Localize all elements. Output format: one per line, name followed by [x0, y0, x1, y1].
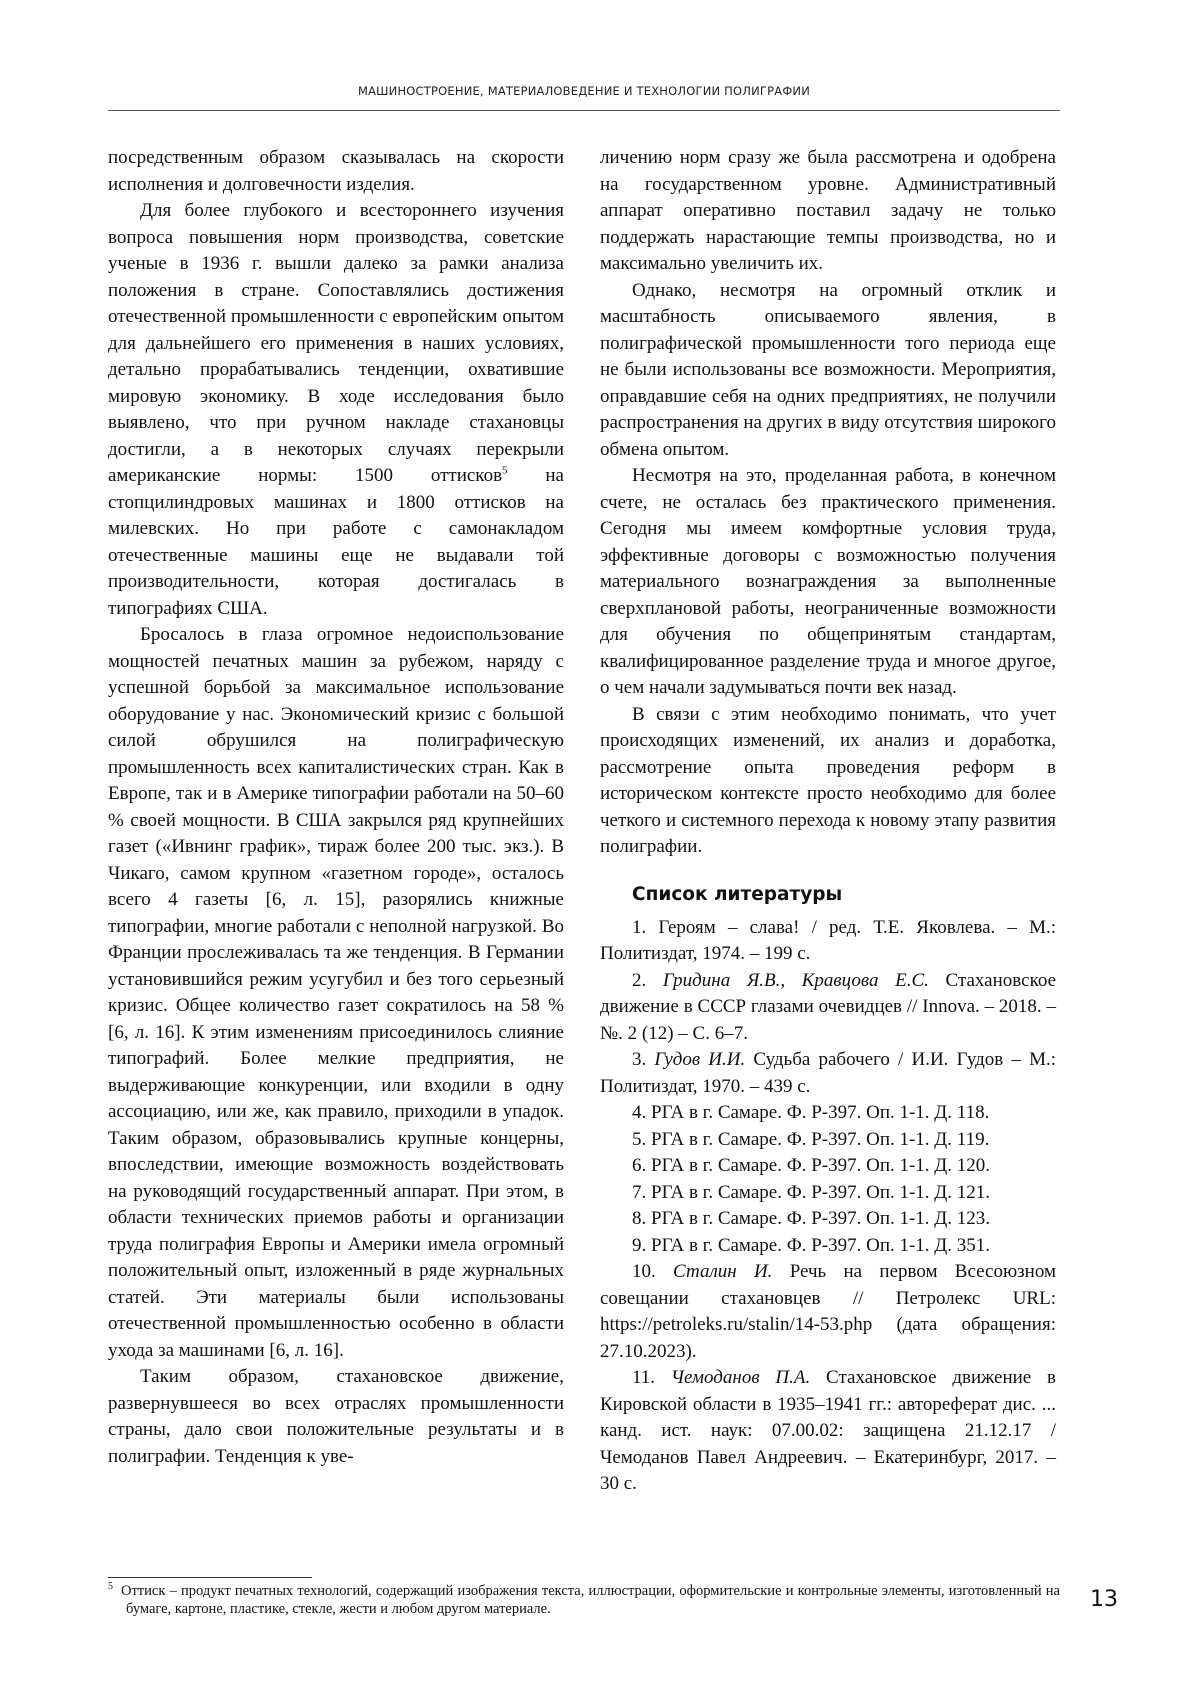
- reference-item: [600, 1259, 1056, 1365]
- footnote: [108, 1582, 1060, 1618]
- reference-number: 5.: [632, 1128, 647, 1150]
- header-divider: [108, 110, 1060, 111]
- reference-author: Чемоданов П.А.: [670, 1367, 811, 1388]
- paragraph: Несмотря на это, проделанная работа, в конечном счете, не осталась без практического применения. Сегодня мы имеем комфортные условия труда, эффективные договоры с возможностью получения материального вознаграждения за выполненные сверхплановой работы, неограниченные возможности для обучения по общепринятым стандартам, квалифицированное разделение труда и многое другое, о чем начали задумываться почти век назад.: [600, 465, 1056, 698]
- reference-item: [600, 1153, 1056, 1180]
- reference-text: Стахановское движение в Кировской области в 1935–1941 гг.: автореферат дис. ... канд. ист. наук: 07.00.02: защищена 21.12.17 / Чемоданов Павел Андреевич. – Екатеринбург, 2017. – 30 с.: [600, 1367, 1057, 1494]
- footnote-text: Оттиск – продукт печатных технологий, содержащий изображения текста, иллюстрации, оформительские и контрольные элементы, изготовленный на бумаге, картоне, пластике, стекле, жести и любом другом материале.: [121, 1583, 1060, 1617]
- reference-author: Сталин И.: [673, 1261, 773, 1282]
- reference-number: 8.: [632, 1208, 647, 1229]
- reference-item: [600, 1047, 1056, 1100]
- references-title: Список литературы: [632, 883, 843, 905]
- left-column: [108, 145, 564, 1470]
- reference-text: Героям – слава! / ред. Т.Е. Яковлева. – М.: Политиздат, 1974. – 199 с.: [600, 916, 1057, 964]
- reference-item: [600, 1100, 1056, 1127]
- reference-text: РГА в г. Самаре. Ф. Р-397. Оп. 1-1. Д. 119.: [651, 1128, 990, 1150]
- reference-item: [600, 915, 1056, 968]
- paragraph: Таким образом, стахановское движение, развернувшееся во всех отраслях промышленности страны, дало свои положительные результаты и в полиграфии. Тенденция к уве-: [108, 1366, 564, 1467]
- reference-item: [600, 1127, 1056, 1154]
- reference-text: Судьба рабочего / И.И. Гудов – М.: Политиздат, 1970. – 439 с.: [600, 1049, 1057, 1097]
- page-number: 13: [1090, 1587, 1118, 1612]
- right-column: [600, 145, 1056, 1498]
- paragraph: посредственным образом сказывалась на скорости исполнения и долговечности изделия.: [108, 147, 564, 195]
- footnote-mark: 5: [108, 1581, 113, 1593]
- reference-text: РГА в г. Самаре. Ф. Р-397. Оп. 1-1. Д. 351.: [651, 1234, 991, 1256]
- paragraph: Бросалось в глаза огромное недоиспользование мощностей печатных машин за рубежом, наряду с успешной борьбой за максимальное использование оборудование у нас. Экономический кризис с большой силой обрушился на полиграфическую промышленность всех капиталистических стран. Как в Европе, так и в Америке типографии работали на 50–60 % своей мощности. В США закрылся ряд крупнейших газет («Ивнинг график», тираж более 200 тыс. экз.). В Чикаго, самом крупном «газетном городе», осталось всего 4 газеты [6, л. 15], разорялись книжные типографии, многие работали с неполной нагрузкой. Во Франции прослеживалась та же тенденция. В Германии установившийся режим усугубил и без того серьезный кризис. Общее количество газет сократилось на 58 % [6, л. 16]. К этим изменениям присоединилось слияние типографий. Более мелкие предприятия, не выдерживающие конкуренции, или входили в одну ассоциацию, или же, как правило, приходили в упадок. Таким образом, образовывались крупные концерны, впоследствии, имеющие возможность воздействовать на руководящий государственный аппарат. При этом, в области технических приемов работы и организации труда полиграфия Европы и Америки имела огромный положительный опыт, изложенный в ряде журнальных статей. Эти материалы были использованы отечественной промышленностью особенно в области ухода за машинами [6, л. 16].: [108, 624, 564, 1361]
- running-header: МАШИНОСТРОЕНИЕ, МАТЕРИАЛОВЕДЕНИЕ И ТЕХНОЛОГИИ ПОЛИГРАФИИ: [357, 84, 811, 98]
- reference-item: [600, 1233, 1056, 1260]
- reference-text: РГА в г. Самаре. Ф. Р-397. Оп. 1-1. Д. 118.: [651, 1102, 990, 1123]
- reference-number: 1.: [632, 916, 647, 938]
- reference-number: 3.: [632, 1049, 647, 1070]
- reference-number: 4.: [632, 1102, 647, 1123]
- paragraph: Однако, несмотря на огромный отклик и масштабность описываемого явления, в полиграфической промышленности того периода еще не были использованы все возможности. Мероприятия, оправдавшие себя на одних предприятиях, не получили распространения на других в виду отсутствия широкого обмена опытом.: [600, 279, 1056, 460]
- paragraph: [108, 198, 564, 622]
- paragraph: личению норм сразу же была рассмотрена и одобрена на государственном уровне. Административный аппарат оперативно поставил задачу не только поддержать нарастающие темпы производства, но и максимально увеличить их.: [600, 147, 1056, 274]
- reference-text[interactable]: Речь на первом Всесоюзном совещании стахановцев // Петролекс URL: https://petroleks.ru/stalin/14-53.php (дата обращения: 27.10.2023).: [600, 1261, 1056, 1362]
- paragraph: В связи с этим необходимо понимать, что учет происходящих изменений, их анализ и доработка, рассмотрение опыта проведения реформ в историческом контексте просто необходимо для более четкого и системного перехода к новому этапу развития полиграфии.: [600, 703, 1056, 857]
- reference-number: 7.: [632, 1181, 647, 1203]
- reference-item: [600, 968, 1056, 1048]
- reference-text: РГА в г. Самаре. Ф. Р-397. Оп. 1-1. Д. 120.: [651, 1155, 991, 1176]
- paragraph-text: Для более глубокого и всестороннего изучения вопроса повышения норм производства, советские ученые в 1936 г. вышли далеко за рамки анализа положения в стране. Сопоставлялись достижения отечественной промышленности с европейским опытом для дальнейшего его применения в наших условиях, детально прорабатывались тенденции, охватившие мировую экономику. В ходе исследования было выявлено, что при ручном накладе стахановцы достигли, а в некоторых случаях перекрыли американские нормы: 1500 оттисков: [108, 200, 564, 486]
- reference-text: РГА в г. Самаре. Ф. Р-397. Оп. 1-1. Д. 123.: [651, 1208, 991, 1229]
- footnote-reference[interactable]: 5: [502, 464, 508, 477]
- paragraph-text: на стопцилиндровых машинах и 1800 оттисков на милевских. Но при работе с самонакладом отечественные машины еще не выдавали той производительности, которая достигалась в типографиях США.: [108, 465, 564, 619]
- reference-number: 10.: [632, 1261, 656, 1282]
- reference-number: 6.: [632, 1155, 647, 1176]
- reference-item: [600, 1180, 1056, 1207]
- references-list: [600, 915, 1056, 1498]
- reference-author: Гудов И.И.: [654, 1049, 746, 1070]
- reference-text: Стахановское движение в СССР глазами очевидцев // Innova. – 2018. – №. 2 (12) – С. 6–7.: [600, 969, 1056, 1044]
- reference-number: 2.: [632, 969, 647, 991]
- reference-author: Гридина Я.В., Кравцова Е.С.: [662, 969, 929, 991]
- footnote-divider: [108, 1577, 312, 1578]
- reference-item: [600, 1365, 1056, 1498]
- reference-number: 9.: [632, 1234, 647, 1256]
- reference-item: [600, 1206, 1056, 1233]
- reference-number: 11.: [632, 1367, 656, 1388]
- reference-text: РГА в г. Самаре. Ф. Р-397. Оп. 1-1. Д. 121.: [651, 1181, 991, 1203]
